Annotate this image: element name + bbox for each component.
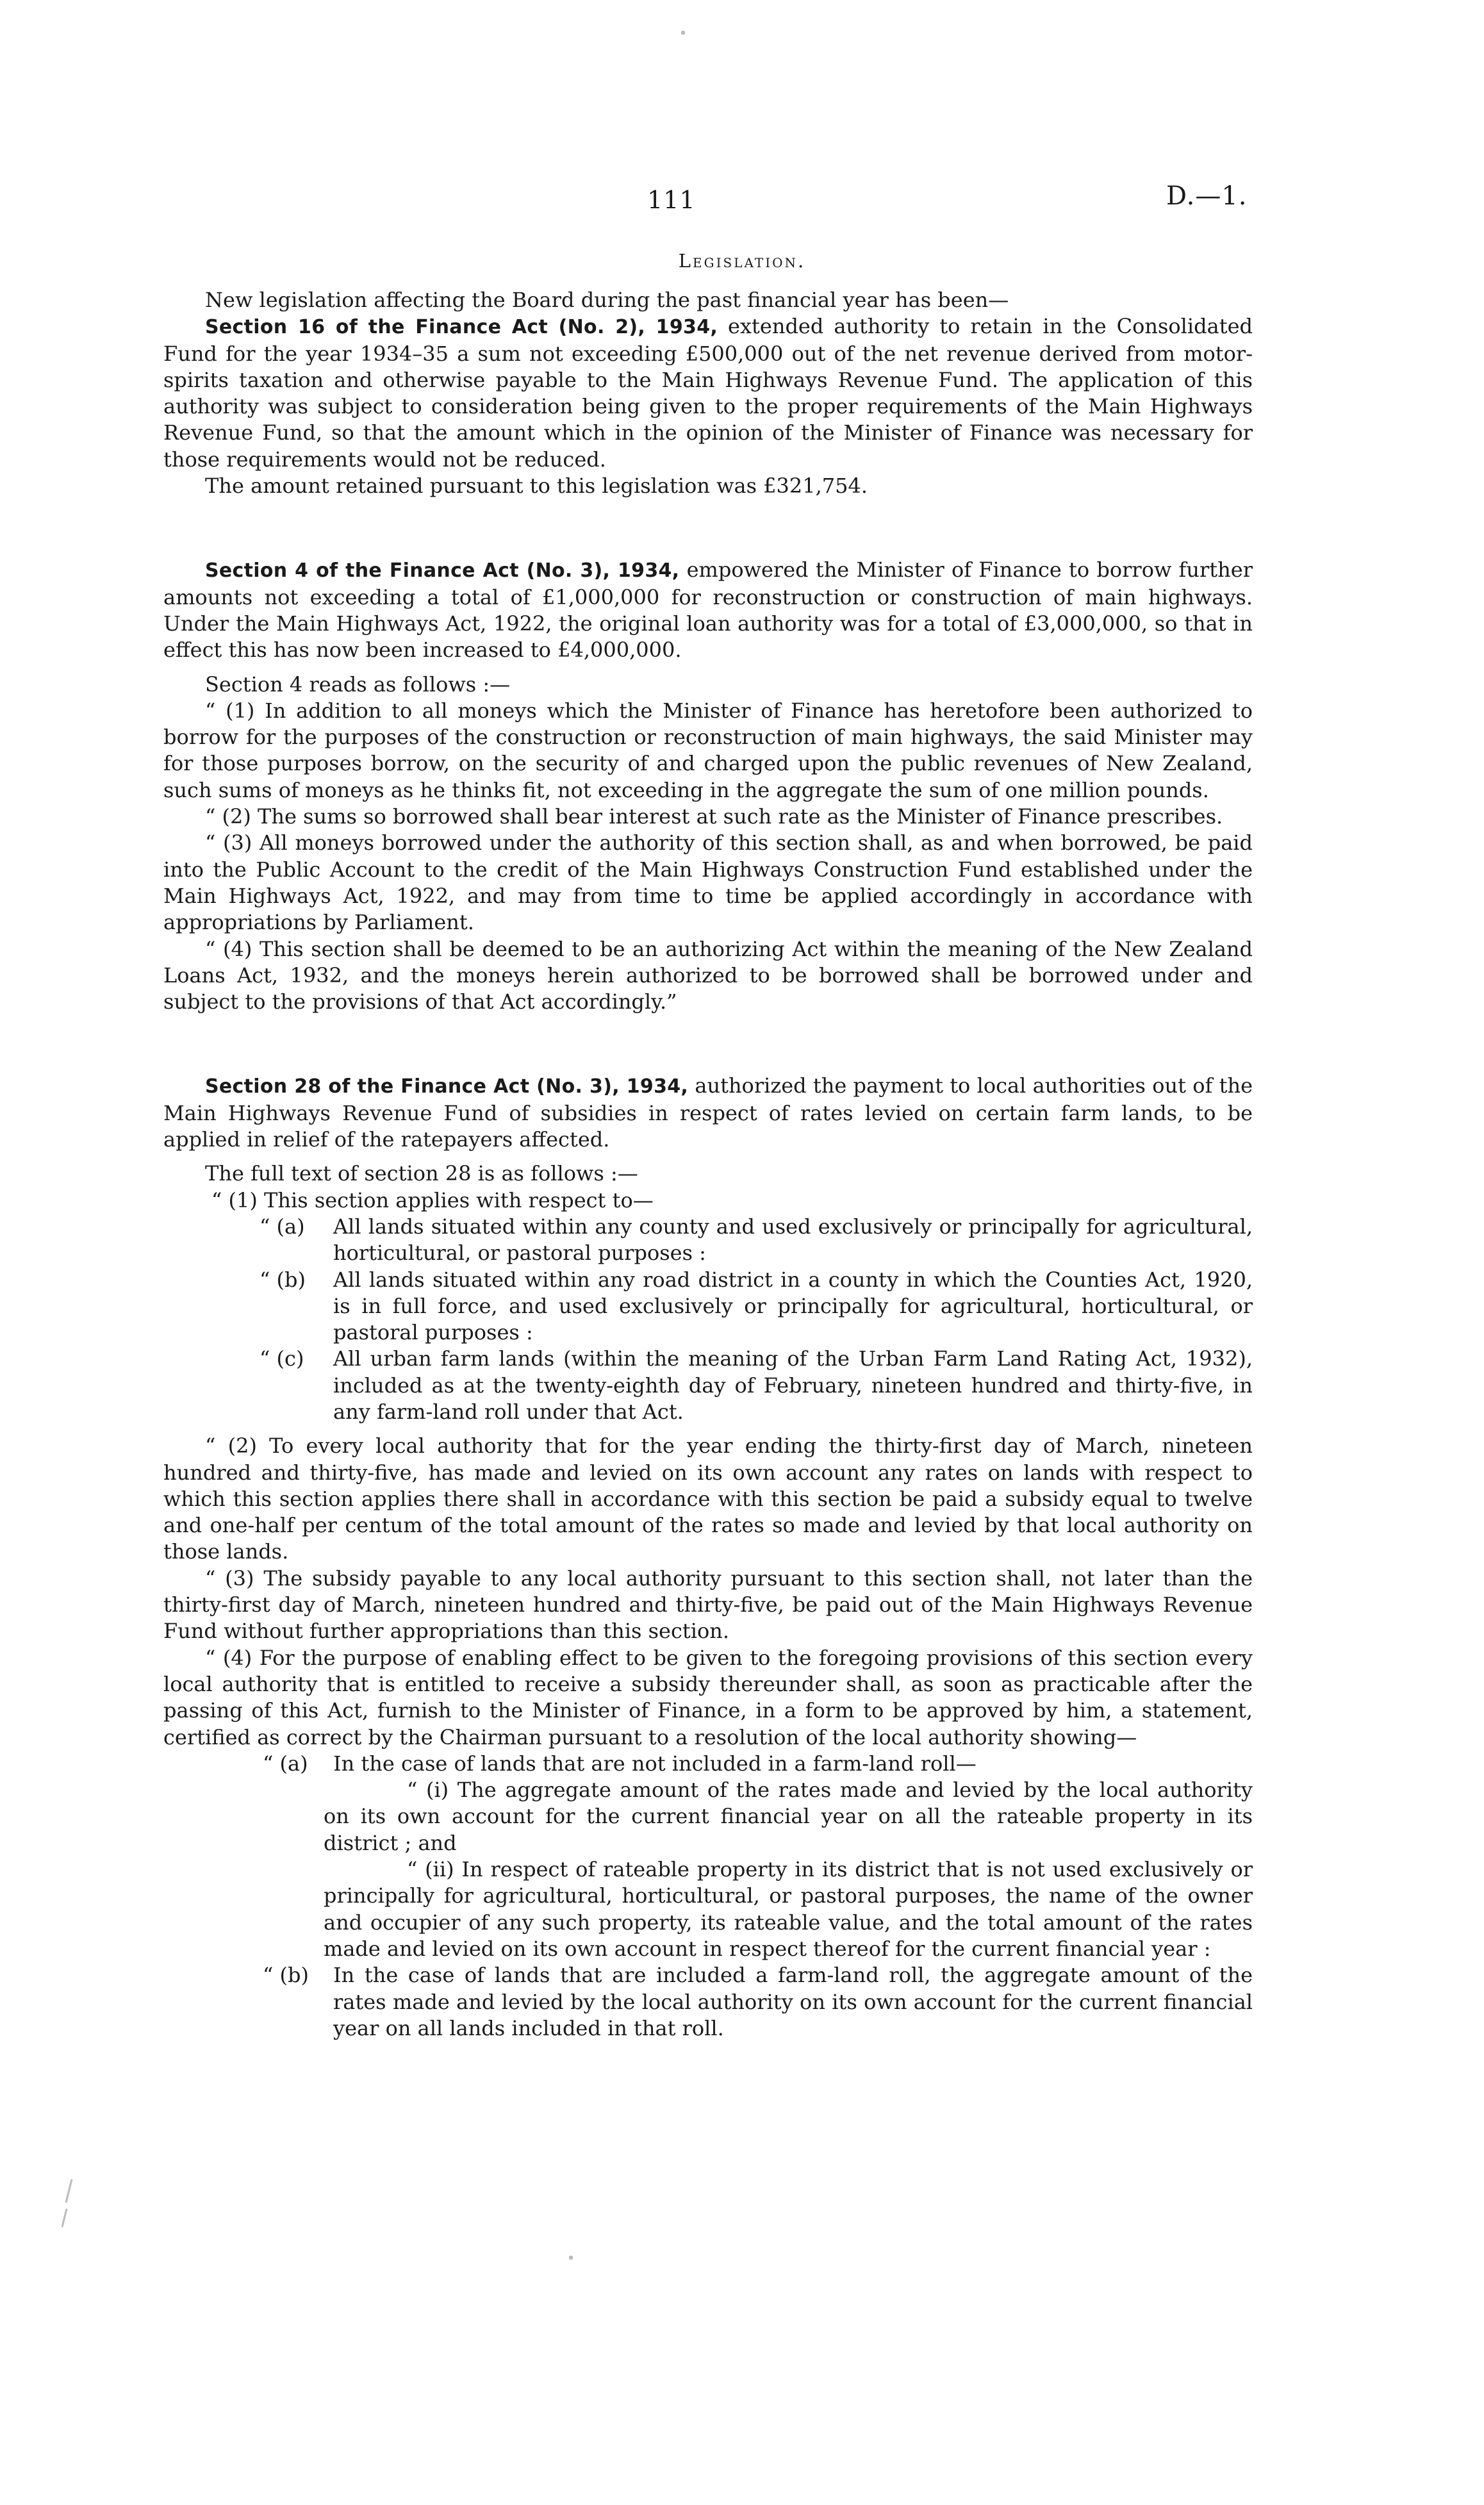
item-a-label: “ (a): [260, 1214, 305, 1239]
section-4-subsection-2: “ (2) The sums so borrowed shall bear interest at such rate as the Minister of Finance prescribes.: [205, 804, 1223, 829]
sub-item-ii: “ (ii) In respect of rateable property in its district that is not used exclusively or principally for agricultural, horticultural, or pastoral purposes, the name of the owner and occupier of any such property, its rateable value, and the total amount of the rates made and levied on its own account in respect thereof for the current financial year :: [324, 1857, 1253, 1961]
section-16-paragraph: [163, 313, 1253, 473]
subsection-4-item-a: [163, 1751, 1253, 1777]
section-28-subsection-4: “ (4) For the purpose of enabling effect to be given to the foregoing provisions of this section every local authority that is entitled to receive a subsidy thereunder shall, as soon as practicable after the passing of this Act, furnish to the Minister of Finance, in a form to be approved by him, a statement, certified as correct by the Chairman pursuant to a resolution of the local authority showing—: [163, 1645, 1253, 1749]
section-4-lead: Section 4 of the Finance Act (No. 3), 1934,: [205, 559, 680, 583]
section-4-subsection-3: “ (3) All moneys borrowed under the authority of this section shall, as and when borrowed, be paid into the Public Account to the credit of the Main Highways Construction Fund established under the Main Highways Act, 1922, and may from time to time be applied accordingly in accordance with appropriations by Parliament.: [163, 831, 1253, 935]
section-28-item-c: [163, 1346, 1253, 1425]
item-c-label: “ (c): [260, 1346, 304, 1371]
section-28-paragraph: [163, 1073, 1253, 1153]
section-28-subsection-3: “ (3) The subsidy payable to any local authority pursuant to this section shall, not later than the thirty-first day of March, nineteen hundred and thirty-five, be paid out of the Main Highways Revenue Fund without further appropriations than this section.: [163, 1566, 1253, 1644]
item-c-text: All urban farm lands (within the meaning of the Urban Farm Land Rating Act, 1932), included as at the twenty-eighth day of February, nineteen hundred and thirty-five, in any farm-land roll under that Act.: [333, 1346, 1253, 1424]
body-text: [163, 287, 1253, 2042]
sub-item-b-text: In the case of lands that are included a farm-land roll, the aggregate amount of the rates made and levied by the local authority on its own account for the current financial year on all lands included in that roll.: [333, 1963, 1253, 2040]
subsection-4-item-b: [163, 1962, 1253, 2042]
section-28-subsection-2: “ (2) To every local authority that for the year ending the thirty-first day of March, nineteen hundred and thirty-five, has made and levied on its own account any rates on lands with respect to which this section applies there shall in accordance with this section be paid a subsidy equal to twelve and one-half per centum of the total amount of the rates so made and levied by that local authority on those lands.: [163, 1434, 1253, 1564]
section-4-reads: Section 4 reads as follows :—: [205, 672, 511, 697]
sub-item-i: “ (i) The aggregate amount of the rates made and levied by the local authority on its own account for the current financial year on all the rateable property in its district ; and: [324, 1778, 1253, 1855]
section-16-text: extended authority to retain in the Consolidated Fund for the year 1934–35 a sum not exceeding £500,000 out of the net revenue derived from motor-spirits taxation and otherwise payable to the Main Highways Revenue Fund. The application of this authority was subject to consideration being given to the proper requirements of the Main Highways Revenue Fund, so that the amount which in the opinion of the Minister of Finance was necessary for those requirements would not be reduced.: [163, 314, 1253, 472]
document-reference: D.—1.: [1166, 181, 1248, 211]
section-28-full-text: The full text of section 28 is as follows :—: [205, 1161, 638, 1186]
section-16-lead: Section 16 of the Finance Act (No. 2), 1934,: [205, 316, 718, 339]
section-28-item-a: [163, 1214, 1253, 1267]
section-4-subsection-1: “ (1) In addition to all moneys which the Minister of Finance has heretofore been authorized to borrow for the purposes of the construction or reconstruction of main highways, the said Minister may for those purposes borrow, on the security of and charged upon the public revenues of New Zealand, such sums of moneys as he thinks fit, not exceeding in the aggregate the sum of one million pounds.: [163, 698, 1253, 802]
scan-speck-top: [681, 31, 685, 35]
section-28-subsection-1: “ (1) This section applies with respect to—: [211, 1187, 654, 1212]
section-4-text: empowered the Minister of Finance to borrow further amounts not exceeding a total of £1,000,000 for reconstruction or construction of main highways. Under the Main Highways Act, 1922, the original loan authority was for a total of £3,000,000, so that in effect this has now been increased to £4,000,000.: [163, 558, 1253, 663]
item-a-text: All lands situated within any county and used exclusively or principally for agricultural, horticultural, or pastoral purposes :: [333, 1214, 1253, 1266]
scan-mark-left-1: [65, 2179, 72, 2203]
scan-speck-bottom: [569, 2256, 573, 2260]
section-16-retained: The amount retained pursuant to this legislation was £321,754.: [205, 474, 868, 499]
page-number: 111: [647, 186, 696, 214]
section-28-lead: Section 28 of the Finance Act (No. 3), 1934,: [205, 1075, 689, 1098]
scan-mark-left-2: [61, 2208, 67, 2228]
section-28-item-b: [163, 1267, 1253, 1346]
section-heading: Legislation.: [678, 250, 806, 272]
item-b-text: All lands situated within any road district in a county in which the Counties Act, 1920, is in full force, and used exclusively or principally for agricultural, horticultural, or pastoral purposes :: [333, 1267, 1253, 1345]
section-4-paragraph: [163, 557, 1253, 663]
sub-item-a-text: In the case of lands that are not included in a farm-land roll—: [333, 1751, 977, 1776]
item-b-label: “ (b): [260, 1267, 306, 1292]
sub-item-b-label: “ (b): [263, 1963, 309, 1988]
sub-item-a-label: “ (a): [263, 1751, 308, 1776]
intro-paragraph: New legislation affecting the Board during the past financial year has been—: [205, 288, 1009, 312]
section-4-subsection-4: “ (4) This section shall be deemed to be an authorizing Act within the meaning of the New Zealand Loans Act, 1932, and the moneys herein authorized to be borrowed shall be borrowed under and subject to the provisions of that Act accordingly.”: [163, 936, 1253, 1014]
section-28-text: authorized the payment to local authorities out of the Main Highways Revenue Fund of subsidies in respect of rates levied on certain farm lands, to be applied in relief of the ratepayers affected.: [163, 1073, 1253, 1152]
